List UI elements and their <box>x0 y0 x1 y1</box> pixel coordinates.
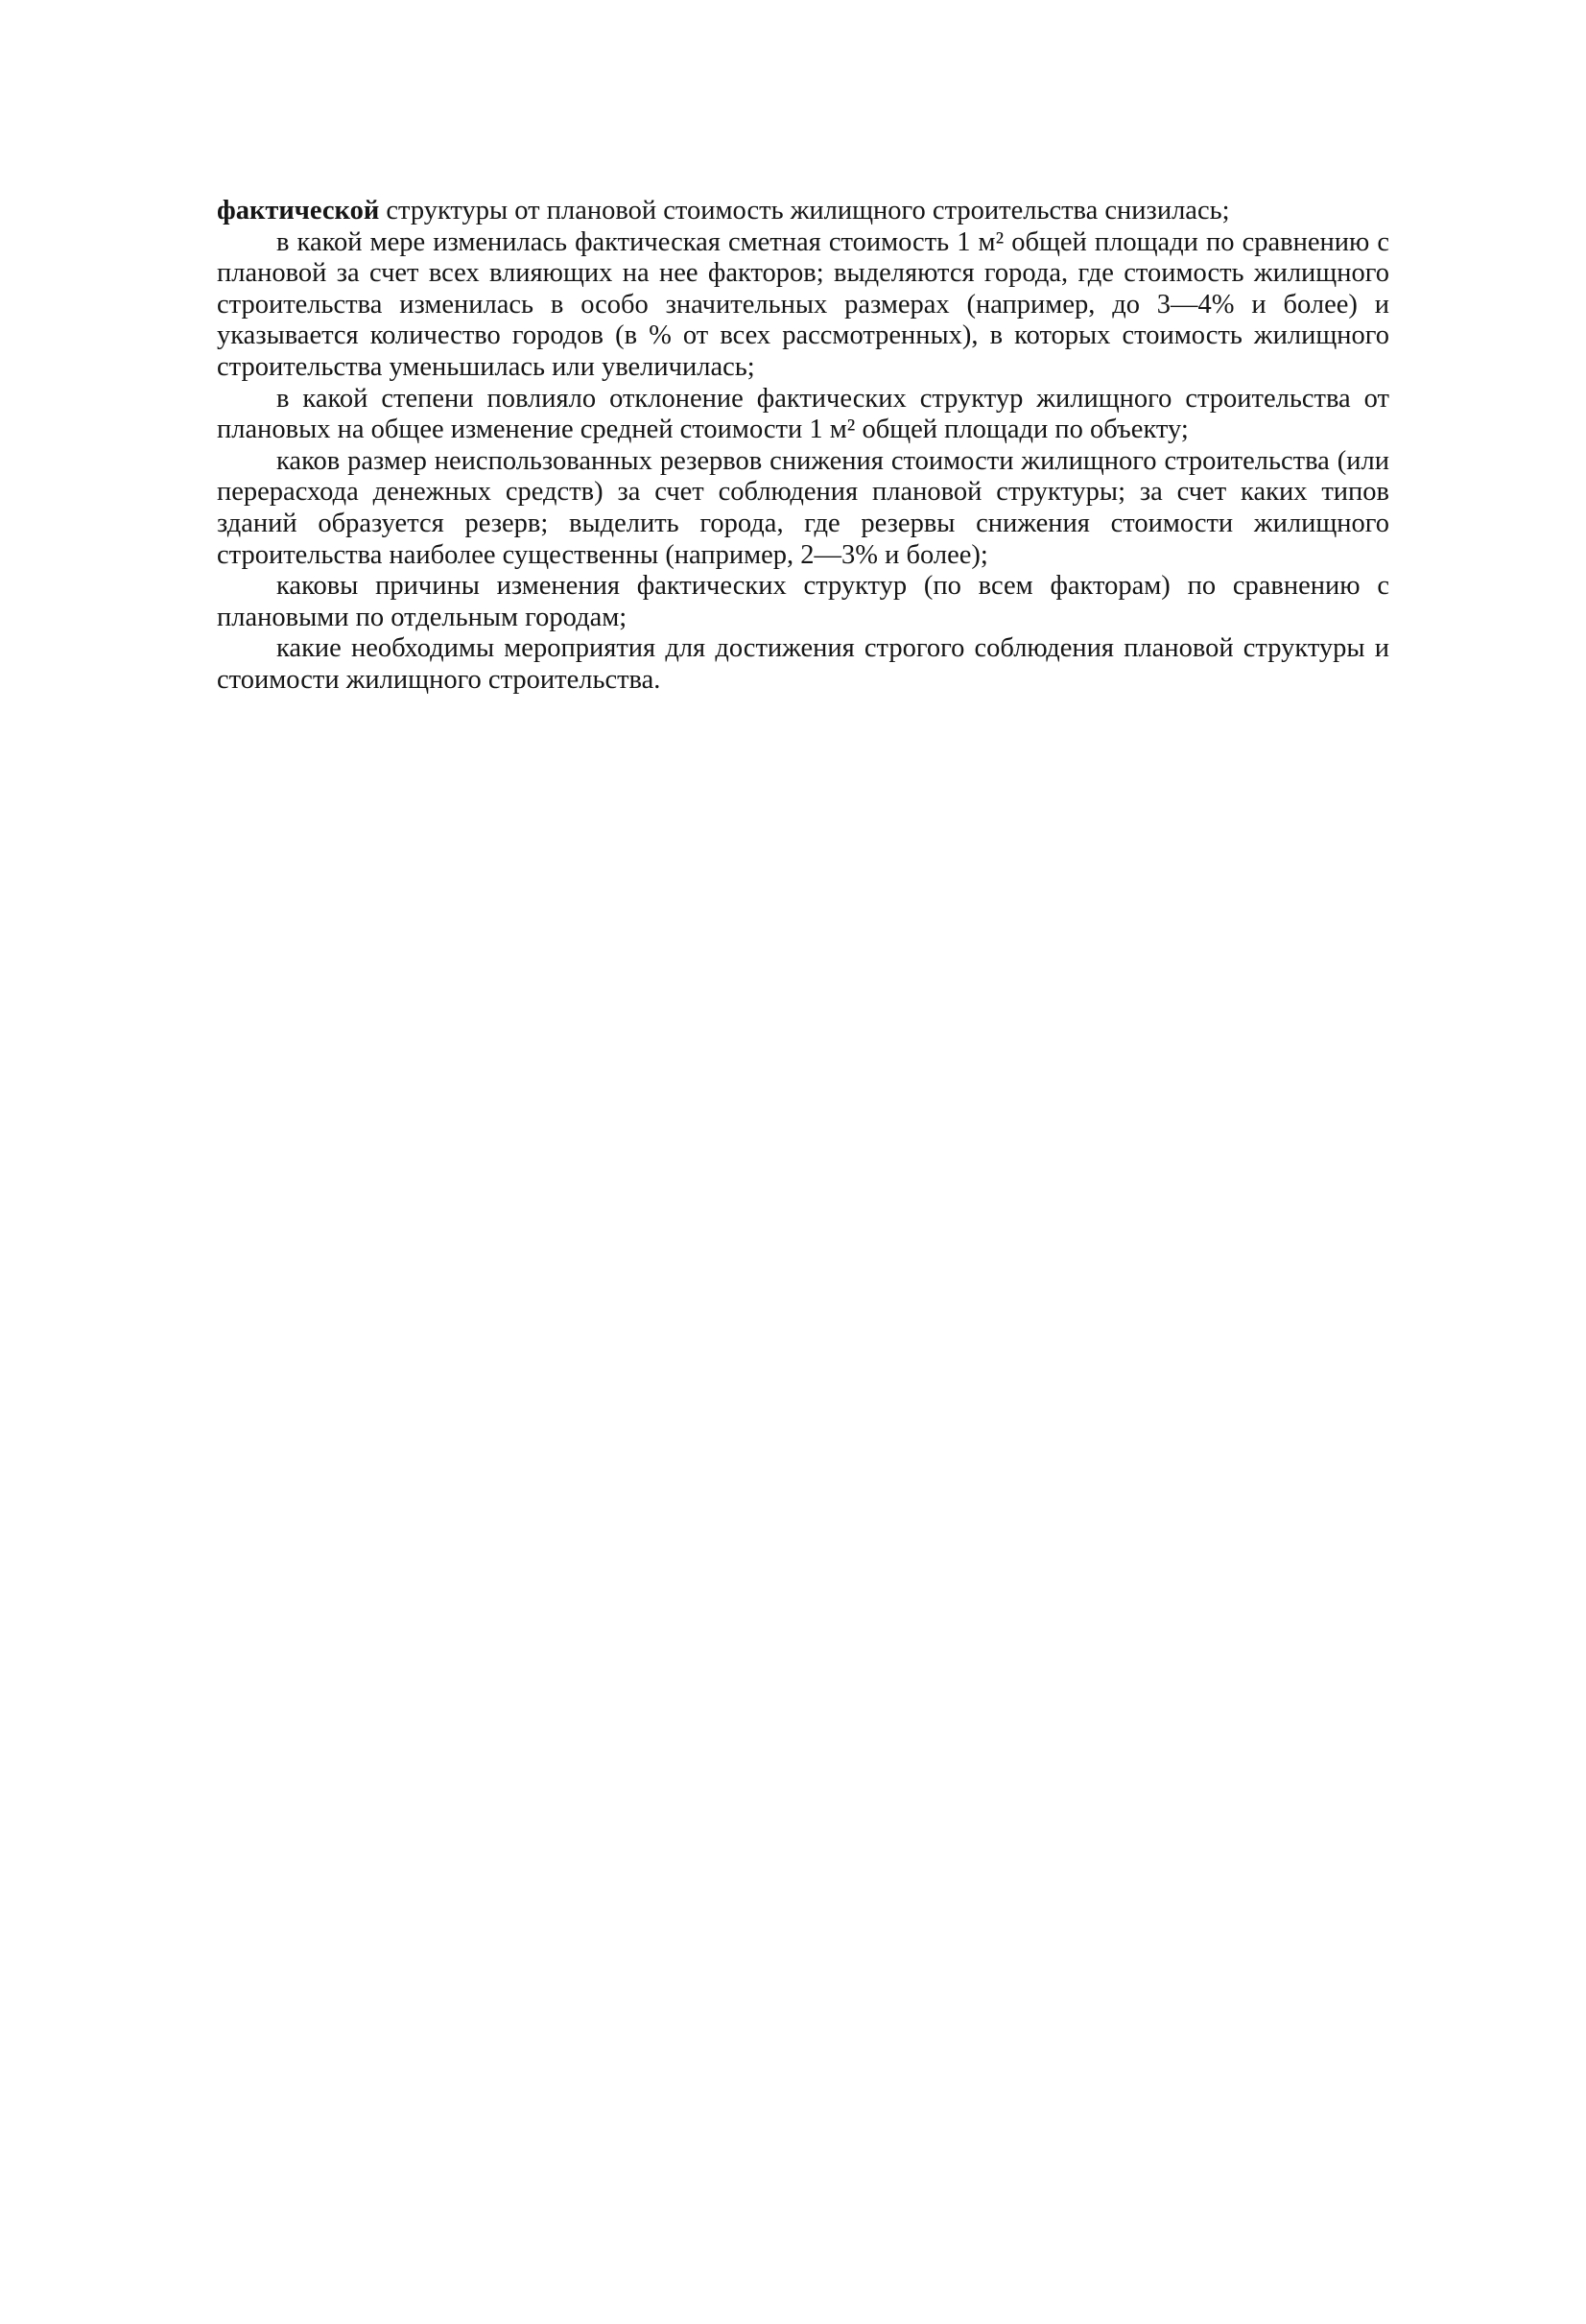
paragraph-4: каков размер неиспользованных резервов снижения стоимости жилищного строительства (или перерасхода денежных средств) за счет соблюдения плановой структуры; за счет каких типов зданий образуется резерв; выделить города, где резервы снижения стоимости жилищного строительства наиболее существенны (например, 2—3% и более); <box>217 445 1389 570</box>
body-text <box>217 196 1389 697</box>
paragraph-1-lead: фактической <box>217 196 380 225</box>
paragraph-5: каковы причины изменения фактических структур (по всем факторам) по сравнению с плановыми по отдельным городам; <box>217 571 1389 632</box>
paragraph-6: какие необходимы мероприятия для достижения строгого соблюдения плановой структуры и стоимости жилищного строительства. <box>217 633 1389 695</box>
paragraph-3: в какой степени повлияло отклонение фактических структур жилищного строительства от плановых на общее изменение средней стоимости 1 м² общей площади по объекту; <box>217 383 1389 445</box>
paragraph-2: в какой мере изменилась фактическая сметная стоимость 1 м² общей площади по сравнению с плановой за счет всех влияющих на нее факторов; выделяются города, где стоимость жилищного строительства изменилась в особо значительных размерах (например, до 3—4% и более) и указывается количество городов (в % от всех рассмотренных), в которых стоимость жилищного строительства уменьшилась или увеличилась; <box>217 226 1389 382</box>
paragraph-1 <box>217 196 1389 227</box>
paragraph-1-text: структуры от плановой стоимость жилищного строительства снизилась; <box>379 196 1230 225</box>
